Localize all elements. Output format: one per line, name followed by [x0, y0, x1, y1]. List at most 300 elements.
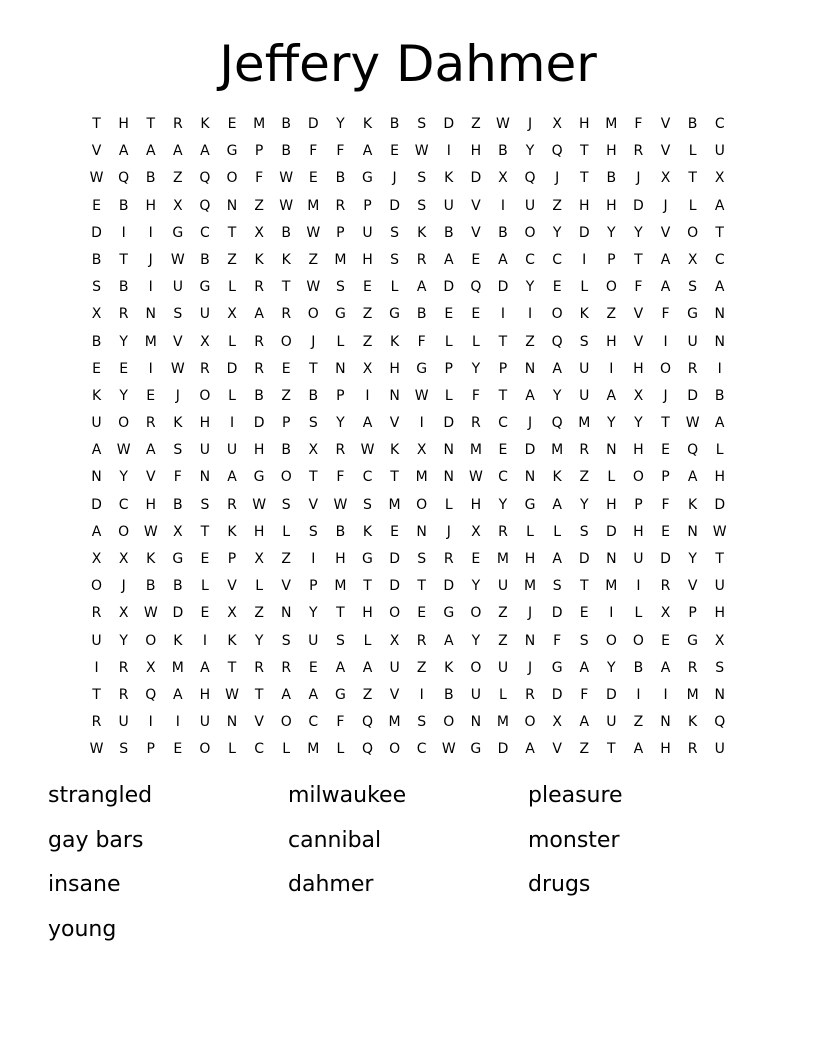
grid-letter: X — [173, 523, 183, 540]
grid-letter: G — [172, 551, 184, 567]
grid-row — [83, 464, 733, 491]
grid-letter: O — [199, 741, 211, 758]
grid-letter: L — [201, 578, 209, 595]
grid-letter: I — [148, 224, 153, 241]
grid-letter: O — [524, 714, 536, 731]
grid-letter: R — [498, 523, 508, 540]
grid-letter: O — [199, 387, 211, 404]
grid-letter: D — [253, 415, 265, 432]
grid-letter: D — [633, 197, 644, 214]
grid-letter: F — [580, 686, 589, 703]
grid-letter: Q — [714, 714, 726, 731]
grid-letter: P — [336, 224, 345, 241]
grid-letter: C — [498, 469, 508, 486]
grid-letter: L — [444, 496, 453, 513]
grid-letter: N — [199, 469, 211, 486]
grid-letter: J — [392, 170, 397, 187]
grid-letter: P — [336, 387, 345, 404]
grid-letter: N — [416, 523, 427, 540]
grid-letter: T — [579, 143, 589, 160]
grid-letter: N — [280, 605, 292, 622]
grid-letter: R — [281, 659, 292, 676]
grid-letter: K — [362, 523, 373, 540]
grid-letter: T — [390, 469, 399, 486]
grid-letter: A — [714, 279, 725, 296]
grid-letter: S — [715, 659, 725, 676]
grid-letter: E — [119, 360, 129, 377]
grid-letter: C — [254, 741, 264, 758]
grid-letter: I — [663, 686, 668, 703]
grid-letter: A — [552, 496, 562, 513]
grid-letter: L — [444, 333, 453, 350]
grid-letter: Q — [199, 170, 211, 187]
grid-letter: G — [389, 306, 400, 323]
grid-letter: K — [688, 714, 698, 731]
grid-letter: B — [91, 251, 102, 268]
grid-letter: W — [116, 442, 131, 459]
grid-letter: H — [714, 469, 725, 486]
grid-letter: H — [633, 442, 644, 459]
grid-letter: Y — [471, 632, 481, 649]
grid-letter: U — [497, 578, 509, 595]
grid-row — [83, 736, 733, 763]
grid-letter: Z — [416, 659, 427, 676]
grid-letter: U — [470, 686, 481, 703]
grid-letter: C — [118, 496, 129, 513]
grid-letter: J — [663, 197, 668, 214]
grid-letter: V — [660, 224, 671, 241]
grid-letter: T — [498, 387, 508, 404]
grid-letter: T — [200, 523, 210, 540]
grid-letter: U — [633, 551, 644, 567]
grid-letter: X — [91, 551, 102, 567]
grid-letter: U — [308, 632, 319, 649]
grid-letter: N — [226, 714, 238, 731]
grid-letter: H — [606, 143, 617, 160]
grid-letter: E — [390, 523, 399, 540]
grid-letter: D — [443, 415, 455, 432]
grid-letter: I — [663, 333, 668, 350]
grid-letter: U — [91, 632, 102, 649]
grid-letter: Y — [607, 659, 616, 676]
grid-letter: I — [365, 387, 370, 404]
grid-letter: M — [686, 686, 699, 703]
grid-letter: Y — [309, 605, 318, 622]
grid-letter: K — [444, 659, 454, 676]
grid-letter: O — [632, 469, 644, 486]
grid-letter: Y — [471, 360, 481, 377]
grid-letter: U — [714, 741, 725, 758]
grid-letter: F — [661, 306, 670, 323]
grid-letter: Y — [336, 116, 345, 132]
grid-letter: N — [226, 197, 238, 214]
grid-letter: M — [144, 333, 157, 350]
grid-letter: A — [91, 523, 102, 540]
grid-letter: E — [281, 360, 291, 377]
grid-letter: M — [605, 578, 618, 595]
grid-letter: S — [579, 632, 589, 649]
grid-letter: D — [605, 523, 617, 540]
grid-letter: U — [497, 659, 509, 676]
grid-letter: M — [469, 442, 482, 459]
grid-letter: W — [468, 469, 483, 486]
grid-letter: E — [308, 659, 318, 676]
grid-letter: X — [660, 170, 671, 187]
grid-letter: S — [308, 523, 318, 540]
grid-letter: Y — [634, 224, 643, 241]
grid-letter: K — [200, 116, 210, 132]
grid-letter: M — [524, 578, 537, 595]
grid-letter: C — [552, 251, 563, 268]
grid-letter: P — [281, 415, 291, 432]
grid-letter: E — [471, 251, 481, 268]
grid-letter: N — [524, 632, 536, 649]
grid-letter: M — [253, 116, 266, 132]
grid-letter: R — [470, 415, 481, 432]
grid-letter: A — [443, 632, 454, 649]
grid-letter: A — [660, 251, 671, 268]
grid-letter: W — [225, 686, 239, 703]
grid-letter: V — [254, 714, 264, 731]
grid-letter: V — [471, 197, 481, 214]
grid-letter: R — [335, 197, 346, 214]
grid-letter: I — [582, 251, 587, 268]
grid-letter: A — [660, 279, 671, 296]
grid-letter: X — [552, 116, 562, 132]
grid-letter: I — [148, 714, 153, 731]
grid-letter: L — [336, 333, 345, 350]
grid-letter: C — [498, 415, 508, 432]
grid-letter: U — [443, 197, 454, 214]
grid-letter: V — [687, 578, 698, 595]
grid-letter: E — [417, 605, 427, 622]
grid-letter: W — [685, 415, 700, 432]
grid-letter: J — [527, 659, 533, 676]
grid-letter: V — [633, 306, 644, 323]
grid-letter: L — [471, 333, 480, 350]
grid-letter: A — [714, 197, 725, 214]
grid-letter: Q — [524, 170, 536, 187]
grid-letter: H — [633, 360, 644, 377]
grid-letter: S — [579, 523, 589, 540]
grid-letter: Z — [254, 605, 264, 622]
grid-letter: R — [118, 306, 129, 323]
grid-letter: I — [500, 306, 506, 323]
grid-letter: G — [551, 659, 563, 676]
grid-letter: N — [470, 714, 482, 731]
grid-row — [83, 628, 733, 655]
grid-letter: A — [145, 442, 156, 459]
grid-letter: Z — [552, 197, 562, 214]
grid-letter: T — [417, 578, 426, 595]
grid-letter: G — [687, 632, 699, 649]
grid-letter: S — [417, 551, 427, 567]
grid-letter: D — [497, 741, 509, 758]
grid-letter: G — [362, 551, 373, 567]
grid-letter: C — [416, 741, 427, 758]
grid-letter: R — [687, 360, 698, 377]
grid-letter: L — [228, 333, 236, 350]
grid-letter: T — [336, 605, 345, 622]
grid-letter: W — [170, 360, 185, 377]
grid-row — [83, 274, 733, 301]
grid-letter: G — [172, 224, 184, 241]
grid-letter: P — [498, 360, 508, 377]
grid-letter: V — [552, 741, 562, 758]
grid-letter: O — [145, 632, 157, 649]
grid-letter: H — [633, 523, 644, 540]
grid-letter: K — [552, 469, 562, 486]
grid-letter: L — [715, 442, 724, 459]
grid-letter: B — [389, 116, 400, 132]
grid-letter: B — [606, 170, 617, 187]
grid-letter: T — [281, 279, 291, 296]
grid-letter: T — [579, 170, 589, 187]
grid-letter: D — [470, 170, 482, 187]
word-list-item: milwaukee — [288, 783, 407, 808]
grid-letter: K — [227, 632, 237, 649]
grid-row — [83, 519, 733, 546]
grid-letter: B — [633, 659, 644, 676]
grid-letter: E — [200, 551, 210, 567]
grid-letter: V — [145, 469, 156, 486]
grid-letter: T — [661, 415, 670, 432]
grid-letter: U — [606, 714, 617, 731]
grid-letter: R — [254, 659, 264, 676]
grid-letter: D — [443, 279, 455, 296]
grid-letter: G — [334, 306, 346, 323]
grid-letter: G — [416, 360, 428, 377]
grid-letter: R — [254, 333, 264, 350]
grid-letter: M — [578, 415, 591, 432]
grid-letter: B — [200, 251, 210, 268]
grid-letter: A — [606, 387, 617, 404]
grid-letter: B — [335, 523, 346, 540]
grid-letter: E — [471, 551, 481, 567]
grid-letter: P — [227, 551, 237, 567]
grid-letter: D — [443, 116, 455, 132]
grid-letter: S — [417, 170, 427, 187]
grid-letter: S — [417, 714, 427, 731]
grid-letter: H — [578, 197, 590, 214]
grid-letter: E — [92, 197, 101, 214]
grid-letter: D — [307, 116, 319, 132]
grid-letter: Y — [688, 551, 697, 567]
grid-letter: M — [605, 116, 618, 132]
grid-letter: Y — [336, 415, 345, 432]
grid-letter: Z — [579, 469, 590, 486]
grid-letter: D — [687, 387, 698, 404]
grid-letter: O — [118, 415, 130, 432]
grid-letter: N — [687, 523, 698, 540]
grid-letter: Y — [119, 333, 128, 350]
grid-letter: Q — [687, 442, 699, 459]
grid-letter: R — [227, 496, 237, 513]
grid-letter: Y — [525, 143, 535, 160]
grid-letter: I — [148, 279, 153, 296]
grid-letter: O — [605, 632, 617, 649]
grid-letter: K — [688, 496, 698, 513]
grid-letter: S — [390, 251, 400, 268]
grid-letter: A — [579, 659, 590, 676]
grid-letter: T — [309, 469, 318, 486]
grid-letter: J — [527, 116, 533, 132]
grid-letter: R — [687, 741, 698, 758]
grid-letter: C — [200, 224, 210, 241]
grid-letter: M — [334, 251, 347, 268]
grid-letter: V — [281, 578, 291, 595]
grid-letter: R — [281, 306, 292, 323]
grid-letter: Z — [362, 306, 373, 323]
grid-letter: B — [281, 224, 291, 241]
grid-letter: D — [605, 686, 617, 703]
grid-letter: D — [551, 605, 563, 622]
grid-letter: A — [173, 143, 183, 160]
grid-letter: B — [443, 224, 454, 241]
grid-letter: M — [171, 659, 184, 676]
grid-letter: E — [444, 306, 454, 323]
grid-letter: A — [660, 659, 671, 676]
grid-letter: L — [390, 279, 399, 296]
grid-letter: N — [524, 360, 536, 377]
grid-letter: J — [446, 523, 451, 540]
grid-letter: Z — [227, 251, 237, 268]
grid-letter: R — [579, 442, 590, 459]
grid-letter: T — [607, 741, 616, 758]
grid-letter: K — [146, 551, 156, 567]
grid-letter: W — [496, 116, 510, 132]
grid-letter: L — [282, 523, 291, 540]
grid-row — [83, 437, 733, 464]
grid-letter: W — [306, 279, 321, 296]
grid-letter: W — [143, 605, 158, 622]
grid-letter: F — [309, 143, 318, 160]
grid-letter: O — [280, 333, 292, 350]
grid-letter: G — [334, 686, 346, 703]
grid-letter: U — [687, 333, 698, 350]
grid-letter: X — [200, 333, 210, 350]
grid-letter: R — [145, 415, 156, 432]
grid-letter: I — [311, 551, 316, 567]
grid-letter: R — [118, 659, 129, 676]
grid-letter: I — [229, 415, 235, 432]
grid-letter: E — [661, 442, 670, 459]
grid-letter: D — [389, 578, 400, 595]
grid-letter: D — [91, 496, 102, 513]
grid-letter: H — [606, 333, 617, 350]
grid-letter: X — [118, 605, 129, 622]
grid-letter: A — [552, 551, 562, 567]
grid-letter: C — [714, 251, 725, 268]
grid-letter: A — [525, 741, 535, 758]
grid-letter: I — [148, 360, 153, 377]
grid-letter: X — [660, 605, 671, 622]
grid-letter: S — [579, 333, 589, 350]
grid-letter: G — [687, 306, 699, 323]
grid-letter: I — [446, 143, 451, 160]
grid-letter: R — [200, 360, 210, 377]
grid-letter: L — [688, 197, 697, 214]
grid-letter: A — [362, 659, 373, 676]
grid-letter: N — [389, 387, 400, 404]
grid-letter: S — [390, 224, 400, 241]
grid-letter: A — [200, 143, 210, 160]
grid-letter: Y — [498, 496, 508, 513]
grid-letter: X — [498, 170, 508, 187]
grid-letter: U — [579, 387, 590, 404]
grid-letter: E — [200, 605, 210, 622]
grid-letter: U — [172, 279, 183, 296]
grid-letter: Y — [119, 469, 128, 486]
grid-letter: L — [255, 578, 264, 595]
grid-letter: V — [660, 143, 671, 160]
grid-letter: I — [527, 306, 533, 323]
grid-letter: B — [281, 143, 291, 160]
grid-letter: V — [660, 116, 671, 132]
grid-letter: O — [280, 714, 292, 731]
grid-letter: O — [307, 306, 319, 323]
grid-letter: E — [390, 143, 399, 160]
grid-letter: P — [688, 605, 697, 622]
grid-row — [83, 329, 733, 356]
grid-letter: F — [634, 279, 643, 296]
grid-letter: B — [145, 170, 156, 187]
grid-letter: Q — [551, 143, 563, 160]
grid-letter: H — [362, 605, 373, 622]
grid-letter: D — [660, 551, 671, 567]
grid-letter: Y — [471, 578, 481, 595]
grid-letter: S — [363, 496, 372, 513]
grid-letter: W — [441, 741, 456, 758]
grid-letter: I — [717, 360, 722, 377]
grid-letter: X — [552, 714, 562, 731]
grid-letter: G — [253, 469, 265, 486]
grid-letter: A — [200, 659, 210, 676]
grid-letter: A — [525, 387, 535, 404]
grid-letter: A — [227, 469, 237, 486]
grid-letter: S — [173, 442, 183, 459]
grid-letter: H — [145, 496, 156, 513]
grid-letter: Z — [308, 251, 319, 268]
grid-letter: R — [633, 143, 644, 160]
grid-letter: A — [254, 306, 264, 323]
page-title: Jeffery Dahmer — [219, 35, 597, 93]
grid-letter: S — [173, 306, 183, 323]
grid-letter: S — [417, 197, 427, 214]
grid-letter: Y — [119, 632, 128, 649]
grid-letter: G — [524, 496, 536, 513]
grid-letter: L — [634, 605, 643, 622]
grid-letter: J — [555, 170, 560, 187]
grid-letter: U — [579, 360, 590, 377]
grid-letter: H — [660, 741, 671, 758]
grid-letter: N — [91, 469, 102, 486]
grid-letter: R — [525, 686, 535, 703]
grid-letter: U — [714, 143, 725, 160]
grid-letter: R — [687, 659, 698, 676]
grid-letter: J — [311, 333, 316, 350]
grid-letter: Y — [634, 415, 643, 432]
grid-letter: P — [363, 197, 372, 214]
grid-letter: K — [281, 251, 291, 268]
grid-letter: N — [714, 333, 725, 350]
grid-letter: A — [173, 686, 183, 703]
grid-letter: X — [687, 251, 698, 268]
grid-row — [83, 111, 733, 138]
grid-letter: M — [334, 578, 347, 595]
grid-letter: O — [470, 659, 482, 676]
grid-letter: U — [389, 659, 400, 676]
